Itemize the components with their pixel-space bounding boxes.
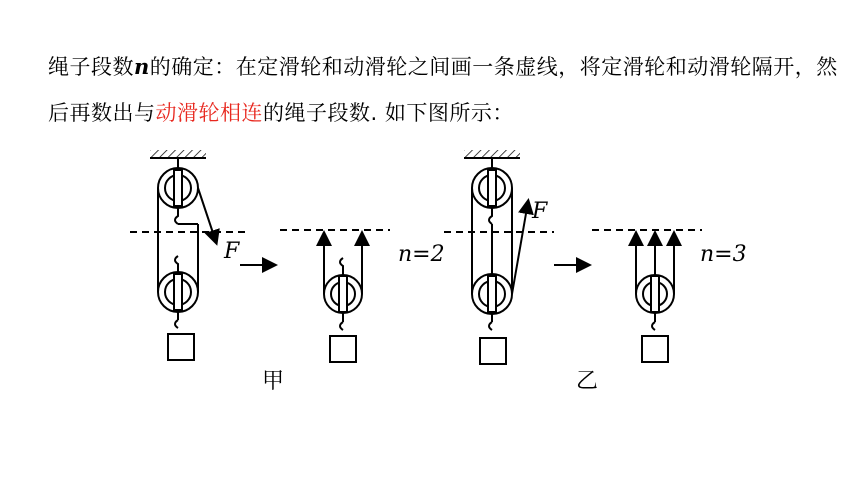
explanation-paragraph — [48, 44, 838, 136]
system-yi-simplified — [592, 230, 702, 362]
result-label-yi: n=3 — [700, 242, 747, 267]
text-part-2: 的确定：在定滑轮和动滑轮之间画一条虚线，将定滑轮和动滑轮隔开，然后再数出与 — [48, 55, 838, 125]
force-label-yi: F — [532, 199, 548, 224]
text-part-1: 绳子段数 — [48, 55, 134, 79]
caption-jia: 甲 — [262, 369, 285, 394]
variable-n: n — [134, 54, 150, 79]
system-jia-simplified — [280, 230, 390, 362]
text-part-3: 的绳子段数. 如下图所示： — [263, 101, 514, 125]
system-yi-full — [464, 150, 528, 364]
highlight-text: 动滑轮相连 — [155, 101, 263, 125]
result-label-jia: n=2 — [398, 242, 445, 267]
caption-yi: 乙 — [576, 369, 599, 394]
pulley-figure — [130, 144, 750, 402]
system-jia-full — [150, 150, 216, 360]
force-label-jia: F — [224, 239, 240, 264]
